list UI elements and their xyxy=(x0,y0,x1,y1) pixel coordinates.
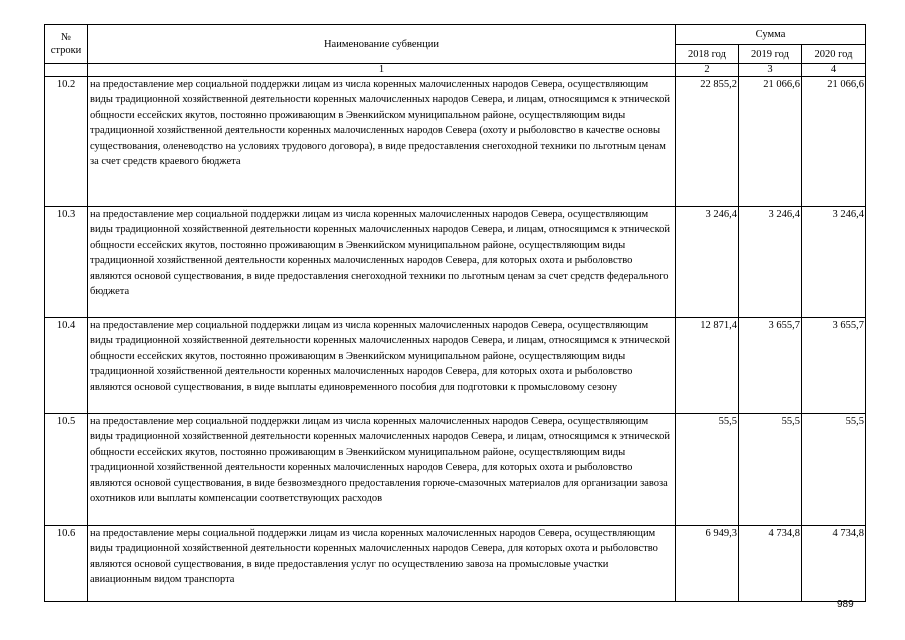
column-number-3: 3 xyxy=(739,64,802,77)
row-number: 10.5 xyxy=(45,414,88,526)
row-value-2020: 55,5 xyxy=(802,414,866,526)
row-value-2019: 4 734,8 xyxy=(739,526,802,602)
row-value-2019: 3 246,4 xyxy=(739,207,802,318)
row-value-2020: 3 246,4 xyxy=(802,207,866,318)
header-year-2019: 2019 год xyxy=(739,45,802,64)
row-description: на предоставление мер социальной поддержки лицам из числа коренных малочисленных народов Севера, осуществляющим виды традиционной хозяйственной деятельности коренных малочисленных народов Севера, и лицам, относящимся к этнической общности ессейских якутов, постоянно проживающим в Эвенкийском муниципальном районе, осуществляющим виды традиционной хозяйственной деятельности коренных малочисленных народов Севера (охоту и рыболовство в качестве основы существования, оленеводство на условиях трудового договора), в виде предоставления снегоходной техники по льготным ценам за счет средств краевого бюджета xyxy=(88,77,676,207)
row-value-2020: 4 734,8 xyxy=(802,526,866,602)
table-row xyxy=(45,318,866,414)
column-number-2: 2 xyxy=(676,64,739,77)
table-row xyxy=(45,77,866,207)
row-value-2018: 55,5 xyxy=(676,414,739,526)
table-row xyxy=(45,526,866,602)
header-year-2018: 2018 год xyxy=(676,45,739,64)
row-value-2019: 3 655,7 xyxy=(739,318,802,414)
column-number-1: 1 xyxy=(88,64,676,77)
column-number-4: 4 xyxy=(802,64,866,77)
row-value-2018: 3 246,4 xyxy=(676,207,739,318)
page-number: 989 xyxy=(837,599,854,610)
row-description: на предоставление мер социальной поддержки лицам из числа коренных малочисленных народов Севера, осуществляющим виды традиционной хозяйственной деятельности коренных малочисленных народов Севера, и лицам, относящимся к этнической общности ессейских якутов, постоянно проживающим в Эвенкийском муниципальном районе, осуществляющим виды традиционной хозяйственной деятельности коренных малочисленных народов Севера, для которых охота и рыболовство являются основой существования, в виде выплаты единовременного пособия для подготовки к промысловому сезону xyxy=(88,318,676,414)
row-number: 10.6 xyxy=(45,526,88,602)
row-value-2018: 6 949,3 xyxy=(676,526,739,602)
header-sum: Сумма xyxy=(676,25,866,45)
header-row-number-symbol: № xyxy=(60,32,72,43)
header-row-number xyxy=(45,25,88,64)
subvention-table-container xyxy=(44,24,866,602)
row-number: 10.3 xyxy=(45,207,88,318)
column-number-row xyxy=(45,64,866,77)
header-row-number-label: строки xyxy=(50,45,82,56)
subvention-table xyxy=(44,24,866,602)
row-value-2018: 22 855,2 xyxy=(676,77,739,207)
row-value-2019: 21 066,6 xyxy=(739,77,802,207)
row-description: на предоставление меры социальной поддержки лицам из числа коренных малочисленных народов Севера, осуществляющим виды традиционной хозяйственной деятельности коренных малочисленных народов Севера, для которых охота и рыболовство являются основой существования, в виде предоставления услуг по осуществлению завоза на промысловые участки авиационным видом транспорта xyxy=(88,526,676,602)
row-value-2019: 55,5 xyxy=(739,414,802,526)
row-number: 10.4 xyxy=(45,318,88,414)
row-value-2020: 21 066,6 xyxy=(802,77,866,207)
row-value-2018: 12 871,4 xyxy=(676,318,739,414)
row-value-2020: 3 655,7 xyxy=(802,318,866,414)
header-year-2020: 2020 год xyxy=(802,45,866,64)
table-row xyxy=(45,207,866,318)
header-row-1 xyxy=(45,25,866,45)
column-number-empty xyxy=(45,64,88,77)
row-description: на предоставление мер социальной поддержки лицам из числа коренных малочисленных народов Севера, осуществляющим виды традиционной хозяйственной деятельности коренных малочисленных народов Севера, и лицам, относящимся к этнической общности ессейских якутов, постоянно проживающим в Эвенкийском муниципальном районе, осуществляющим виды традиционной хозяйственной деятельности коренных малочисленных народов Севера, для которых охота и рыболовство являются основой существования, в виде безвозмездного предоставления горюче-смазочных материалов для организации завоза охотников или выплаты компенсации соответствующих расходов xyxy=(88,414,676,526)
row-description: на предоставление мер социальной поддержки лицам из числа коренных малочисленных народов Севера, осуществляющим виды традиционной хозяйственной деятельности коренных малочисленных народов Севера, и лицам, относящимся к этнической общности ессейских якутов, постоянно проживающим в Эвенкийском муниципальном районе, осуществляющим виды традиционной хозяйственной деятельности коренных малочисленных народов Севера, для которых охота и рыболовство являются основой существования, в виде предоставления снегоходной техники по льготным ценам за счет средств федерального бюджета xyxy=(88,207,676,318)
table-row xyxy=(45,414,866,526)
header-subvention-name: Наименование субвенции xyxy=(88,25,676,64)
row-number: 10.2 xyxy=(45,77,88,207)
